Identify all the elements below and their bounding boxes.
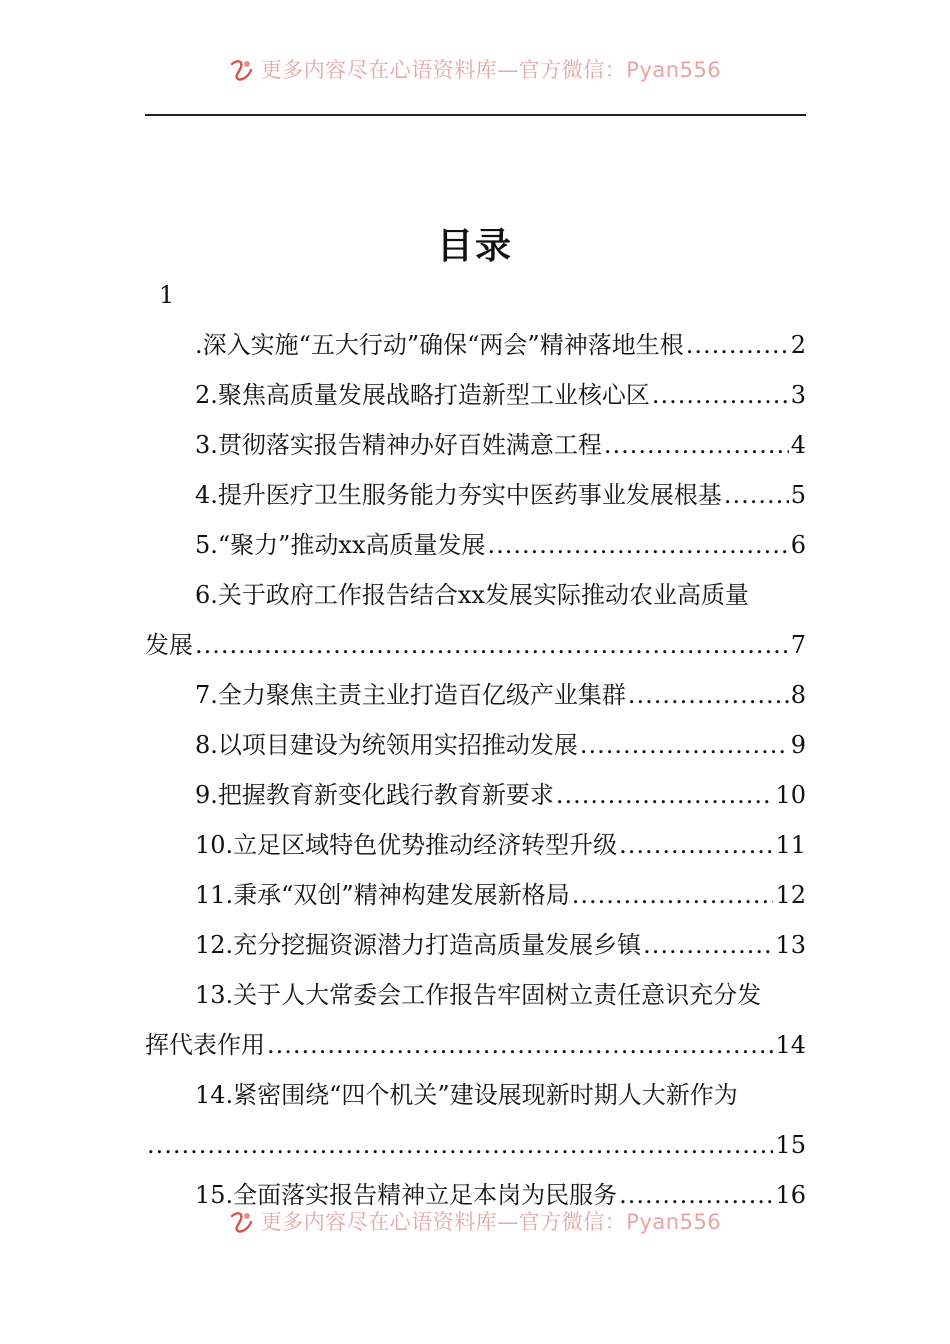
toc-entry-title-line2: 发展 xyxy=(145,631,193,659)
toc-entry-page: 9 xyxy=(790,731,806,759)
toc-entry[interactable] xyxy=(145,770,806,820)
toc-leader-dots xyxy=(628,670,789,720)
toc-entry-title: .深入实施“五大行动”确保“两会”精神落地生根 xyxy=(195,331,684,359)
toc-entry-page: 2 xyxy=(790,331,806,359)
toc-entry[interactable] xyxy=(145,820,806,870)
toc-entry-title: 9.把握教育新变化践行教育新要求 xyxy=(195,781,554,809)
toc-entry-page: 12 xyxy=(775,881,806,909)
toc-leader-dots xyxy=(556,770,774,820)
toc-leader-dots xyxy=(619,820,773,870)
brand-logo-icon xyxy=(229,1210,255,1234)
toc-entry-title-line1: 6.关于政府工作报告结合xx发展实际推动农业高质量 xyxy=(195,581,749,609)
brand-logo-icon xyxy=(229,58,255,82)
toc-entry[interactable] xyxy=(145,470,806,520)
toc-entry-page: 16 xyxy=(775,1181,806,1209)
toc-leader-dots xyxy=(195,620,789,670)
toc-entry[interactable] xyxy=(145,370,806,420)
toc-entry-page: 11 xyxy=(775,831,806,859)
toc-entry[interactable] xyxy=(145,720,806,770)
toc-entry[interactable] xyxy=(145,870,806,920)
toc-leader-dots xyxy=(267,1020,773,1070)
toc-entry-wrapped[interactable] xyxy=(145,970,806,1070)
toc-entry-title: 10.立足区域特色优势推动经济转型升级 xyxy=(195,831,618,859)
toc-entry-wrapped[interactable] xyxy=(145,1070,806,1170)
toc-entry-title-line1: 14.紧密围绕“四个机关”建设展现新时期人大新作为 xyxy=(195,1081,738,1109)
toc-entry-page: 5 xyxy=(790,481,806,509)
toc-entry-title: 11.秉承“双创”精神构建发展新格局 xyxy=(195,881,570,909)
toc-entry-title-line1: 13.关于人大常委会工作报告牢固树立责任意识充分发 xyxy=(195,981,762,1009)
watermark-header xyxy=(0,54,950,84)
page-title: 目录 xyxy=(436,225,513,267)
toc-entry-wrapped[interactable] xyxy=(145,570,806,670)
watermark-footer xyxy=(0,1206,950,1236)
toc-entry-title: 5.“聚力”推动xx高质量发展 xyxy=(195,531,486,559)
watermark-text: 更多内容尽在心语资料库—官方微信：Pyan556 xyxy=(260,58,722,82)
toc-entry-page: 10 xyxy=(775,781,806,809)
toc-lone-number: 1 xyxy=(159,281,175,309)
toc-entry[interactable] xyxy=(145,670,806,720)
table-of-contents xyxy=(145,270,806,1220)
toc-entry-page: 7 xyxy=(790,631,806,659)
toc-leader-dots xyxy=(604,420,789,470)
toc-entry-page: 8 xyxy=(790,681,806,709)
toc-entry-page: 4 xyxy=(790,431,806,459)
toc-leader-dots xyxy=(488,520,789,570)
toc-entry-page: 14 xyxy=(775,1031,806,1059)
toc-entry-page: 6 xyxy=(790,531,806,559)
toc-leader-dots xyxy=(724,470,789,520)
toc-leader-dots xyxy=(652,370,789,420)
toc-leader-dots xyxy=(580,720,789,770)
toc-leader-dots xyxy=(686,320,789,370)
toc-entry-page: 3 xyxy=(790,381,806,409)
toc-entry-page: 13 xyxy=(775,931,806,959)
toc-entry[interactable] xyxy=(145,420,806,470)
toc-entry-page: 15 xyxy=(775,1131,806,1159)
toc-entry-title: 2.聚焦高质量发展战略打造新型工业核心区 xyxy=(195,381,650,409)
toc-entry-title-line2: 挥代表作用 xyxy=(145,1031,265,1059)
toc-entry-title: 15.全面落实报告精神立足本岗为民服务 xyxy=(195,1181,618,1209)
toc-leader-dots xyxy=(147,1120,773,1170)
header-divider xyxy=(145,114,806,116)
toc-entry[interactable] xyxy=(145,520,806,570)
watermark-text: 更多内容尽在心语资料库—官方微信：Pyan556 xyxy=(260,1210,722,1234)
toc-entry-title: 7.全力聚焦主责主业打造百亿级产业集群 xyxy=(195,681,626,709)
toc-entry-title: 3.贯彻落实报告精神办好百姓满意工程 xyxy=(195,431,602,459)
toc-leader-dots xyxy=(572,870,774,920)
toc-leader-dots xyxy=(643,920,773,970)
toc-entry-title: 8.以项目建设为统领用实招推动发展 xyxy=(195,731,578,759)
toc-entry-title: 12.充分挖掘资源潜力打造高质量发展乡镇 xyxy=(195,931,642,959)
toc-entry[interactable] xyxy=(145,920,806,970)
toc-entry-title: 4.提升医疗卫生服务能力夯实中医药事业发展根基 xyxy=(195,481,722,509)
toc-entry[interactable] xyxy=(145,320,806,370)
